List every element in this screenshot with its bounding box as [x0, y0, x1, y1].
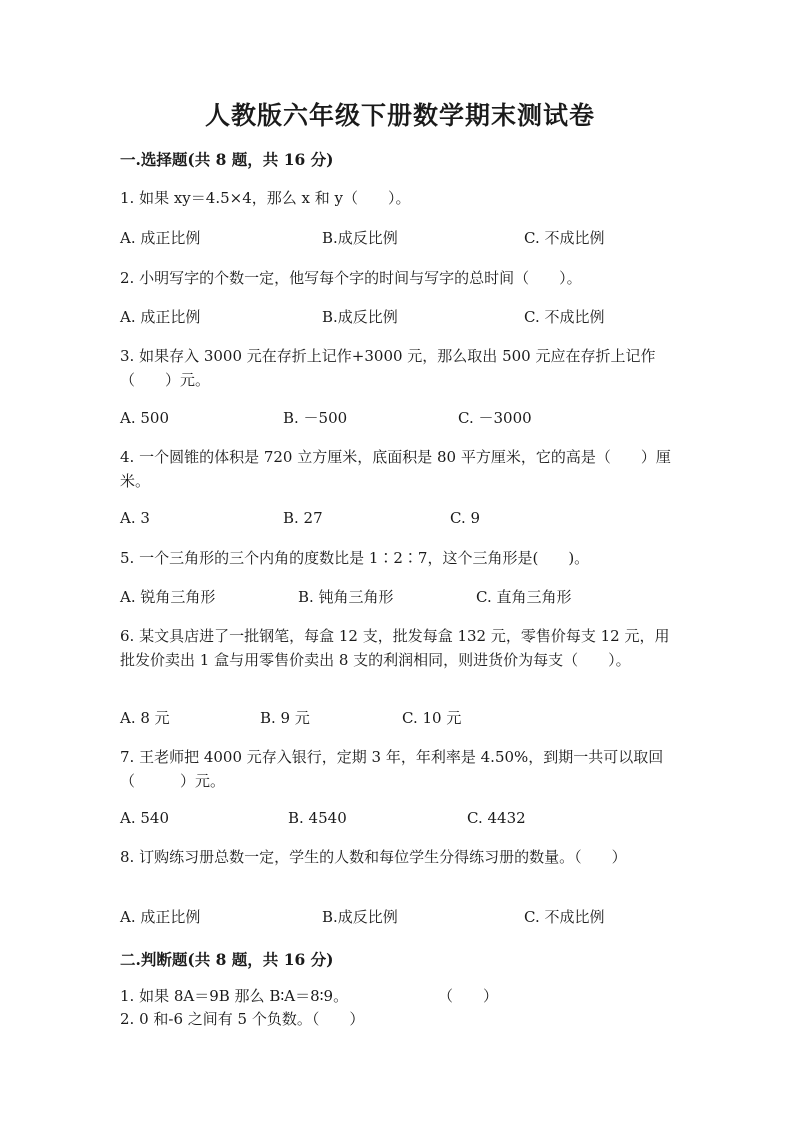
question-5: 5. 一个三角形的三个内角的度数比是 1∶2∶7，这个三角形是( )。 — [120, 549, 590, 567]
question-7-options — [120, 806, 680, 830]
option-a: A. 锐角三角形 — [120, 588, 216, 606]
option-c: C. 10 元 — [402, 709, 462, 727]
option-c: C. －3000 — [458, 409, 532, 427]
section-heading-choice: 一.选择题(共 8 题，共 16 分) — [120, 150, 334, 169]
option-a: A. 500 — [120, 409, 169, 427]
option-c: C. 4432 — [467, 809, 526, 827]
option-b: B. －500 — [283, 409, 348, 427]
section-heading-judgement: 二.判断题(共 8 题，共 16 分) — [120, 950, 334, 969]
option-c: C. 不成比例 — [524, 308, 605, 326]
judgement-1-text: 1. 如果 8A＝9B 那么 B∶A＝8∶9。 — [120, 987, 349, 1005]
question-7: 7. 王老师把 4000 元存入银行，定期 3 年，年利率是 4.50%，到期一共可以取回（ ）元。 — [120, 748, 664, 790]
question-4-options — [120, 506, 680, 530]
option-a: A. 成正比例 — [120, 308, 201, 326]
option-b: B.成反比例 — [322, 908, 398, 926]
question-8-options — [120, 905, 680, 929]
option-b: B.成反比例 — [322, 308, 398, 326]
judgement-2: 2. 0 和-6 之间有 5 个负数。（ ） — [120, 1010, 365, 1028]
option-c: C. 不成比例 — [524, 908, 605, 926]
option-c: C. 直角三角形 — [476, 588, 572, 606]
option-b: B. 4540 — [288, 809, 347, 827]
option-b: B. 钝角三角形 — [298, 588, 394, 606]
option-c: C. 不成比例 — [524, 229, 605, 247]
option-a: A. 成正比例 — [120, 908, 201, 926]
question-6: 6. 某文具店进了一批钢笔，每盒 12 支，批发每盒 132 元，零售价每支 12 元，用批发价卖出 1 盒与用零售价卖出 8 支的利润相同，则进货价为每支（ ）。 — [120, 627, 670, 669]
question-6-options — [120, 706, 680, 730]
option-b: B.成反比例 — [322, 229, 398, 247]
question-2: 2. 小明写字的个数一定，他写每个字的时间与写字的总时间（ ）。 — [120, 269, 582, 287]
page-title: 人教版六年级下册数学期末测试卷 — [204, 101, 595, 130]
question-1: 1. 如果 xy＝4.5×4，那么 x 和 y（ ）。 — [120, 189, 411, 207]
question-4: 4. 一个圆锥的体积是 720 立方厘米，底面积是 80 平方厘米，它的高是（ ）厘米。 — [120, 448, 671, 490]
option-a: A. 8 元 — [120, 709, 170, 727]
option-a: A. 540 — [120, 809, 169, 827]
question-1-options — [120, 226, 680, 250]
question-8: 8. 订购练习册总数一定，学生的人数和每位学生分得练习册的数量。（ ） — [120, 848, 627, 866]
question-3: 3. 如果存入 3000 元在存折上记作+3000 元，那么取出 500 元应在存折上记作（ ）元。 — [120, 347, 656, 389]
judgement-1 — [120, 984, 680, 1008]
question-5-options — [120, 585, 680, 609]
option-a: A. 3 — [120, 509, 150, 527]
question-3-options — [120, 406, 680, 430]
judgement-1-blank: （ ） — [438, 987, 499, 1005]
option-a: A. 成正比例 — [120, 229, 201, 247]
option-b: B. 27 — [283, 509, 323, 527]
question-2-options — [120, 305, 680, 329]
option-c: C. 9 — [450, 509, 481, 527]
option-b: B. 9 元 — [260, 709, 310, 727]
